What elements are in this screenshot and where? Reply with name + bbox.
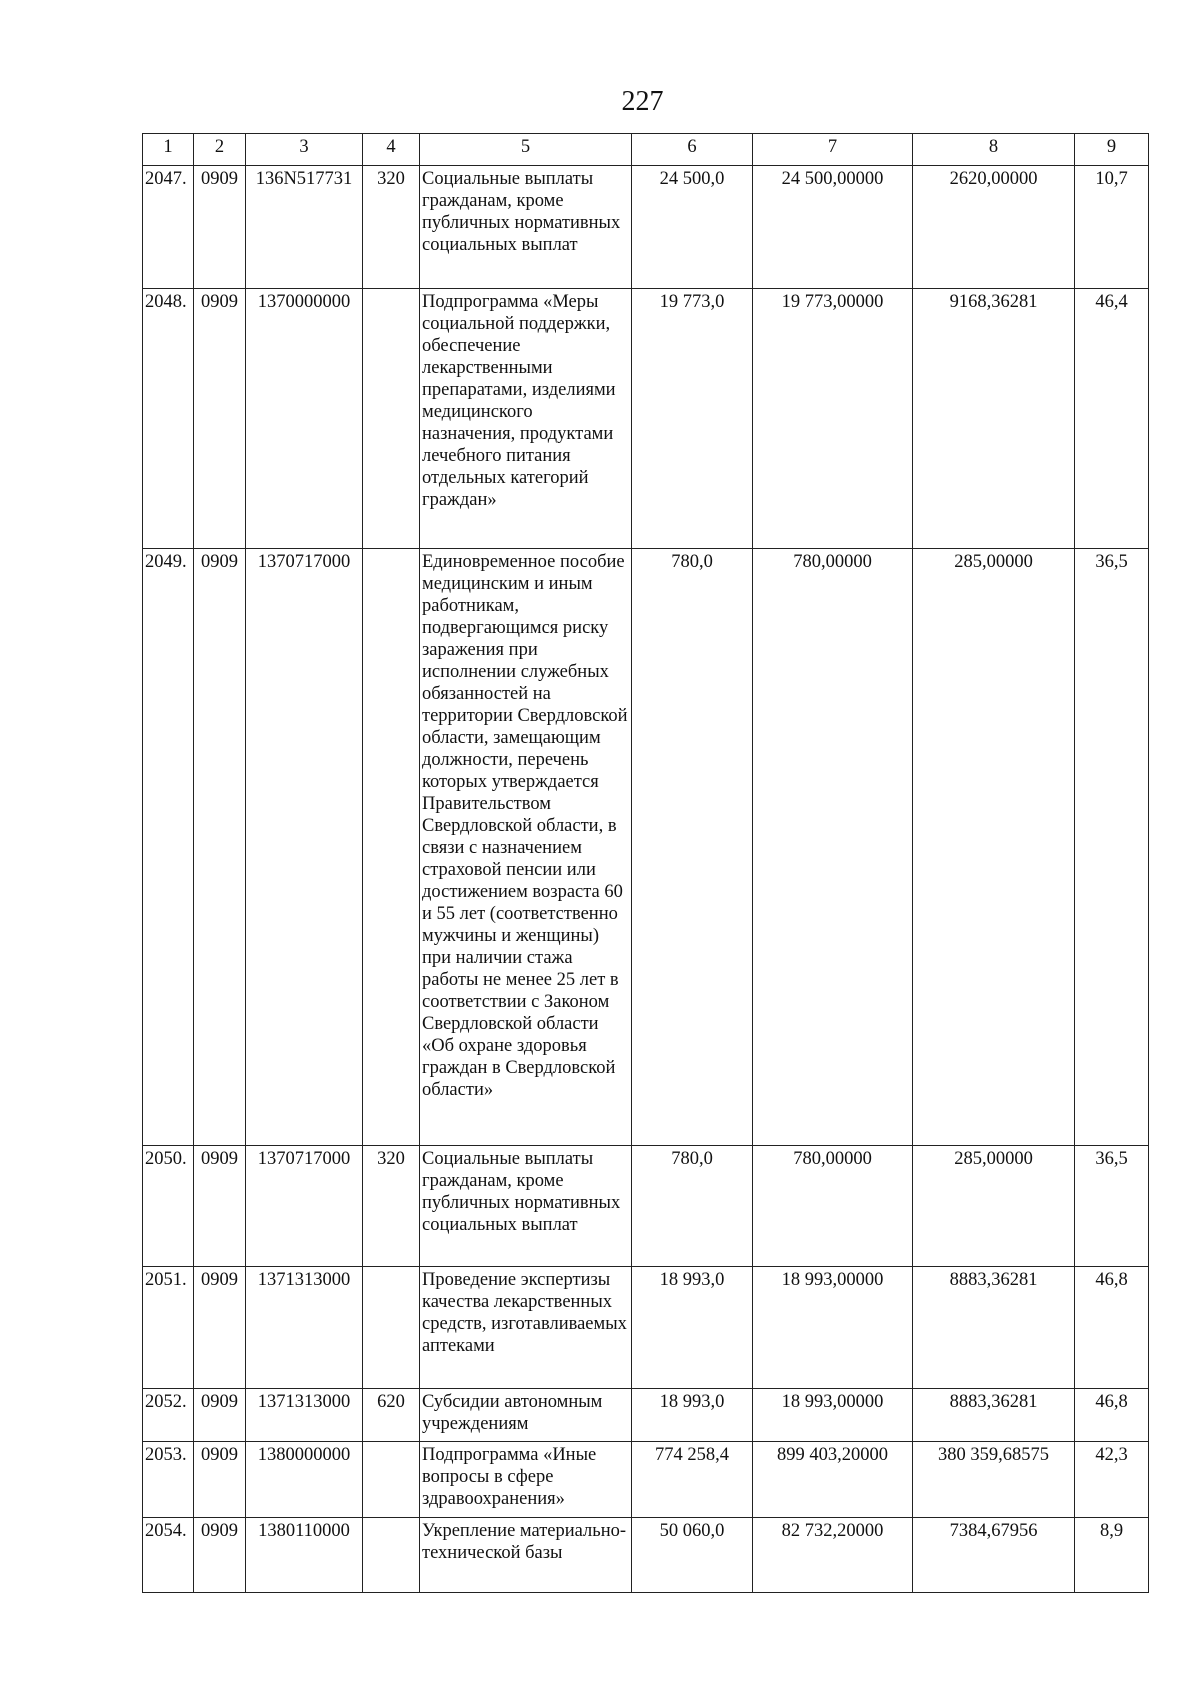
section-code: 0909 bbox=[194, 1442, 246, 1518]
section-code: 0909 bbox=[194, 289, 246, 549]
table-row bbox=[143, 549, 1149, 1146]
target-item-code: 1370717000 bbox=[246, 549, 363, 1146]
column-header: 1 bbox=[143, 134, 194, 166]
table-row bbox=[143, 1518, 1149, 1593]
item-name: Проведение экспертизы качества лекарственных средств, изготавливаемых аптеками bbox=[420, 1267, 632, 1389]
column-header: 4 bbox=[363, 134, 420, 166]
budget-table bbox=[142, 133, 1149, 1593]
target-item-code: 1370000000 bbox=[246, 289, 363, 549]
value-col8: 380 359,68575 bbox=[913, 1442, 1075, 1518]
value-col6: 780,0 bbox=[632, 549, 753, 1146]
page-number: 227 bbox=[621, 86, 664, 117]
expense-type-code bbox=[363, 549, 420, 1146]
value-col9: 46,8 bbox=[1075, 1267, 1149, 1389]
target-item-code: 1370717000 bbox=[246, 1146, 363, 1267]
section-code: 0909 bbox=[194, 1518, 246, 1593]
value-col7: 780,00000 bbox=[753, 1146, 913, 1267]
target-item-code: 1371313000 bbox=[246, 1389, 363, 1442]
value-col7: 780,00000 bbox=[753, 549, 913, 1146]
value-col7: 18 993,00000 bbox=[753, 1267, 913, 1389]
value-col7: 899 403,20000 bbox=[753, 1442, 913, 1518]
value-col8: 8883,36281 bbox=[913, 1267, 1075, 1389]
section-code: 0909 bbox=[194, 1146, 246, 1267]
column-header: 7 bbox=[753, 134, 913, 166]
column-header: 8 bbox=[913, 134, 1075, 166]
row-number: 2051. bbox=[143, 1267, 194, 1389]
value-col8: 9168,36281 bbox=[913, 289, 1075, 549]
section-code: 0909 bbox=[194, 1389, 246, 1442]
table-row bbox=[143, 1267, 1149, 1389]
column-header: 5 bbox=[420, 134, 632, 166]
table-row bbox=[143, 166, 1149, 289]
value-col6: 19 773,0 bbox=[632, 289, 753, 549]
expense-type-code: 320 bbox=[363, 1146, 420, 1267]
expense-type-code bbox=[363, 1267, 420, 1389]
value-col9: 46,4 bbox=[1075, 289, 1149, 549]
column-header: 2 bbox=[194, 134, 246, 166]
table-row bbox=[143, 1389, 1149, 1442]
row-number: 2047. bbox=[143, 166, 194, 289]
item-name: Укрепление материально-технической базы bbox=[420, 1518, 632, 1593]
value-col9: 36,5 bbox=[1075, 549, 1149, 1146]
value-col8: 2620,00000 bbox=[913, 166, 1075, 289]
value-col6: 18 993,0 bbox=[632, 1267, 753, 1389]
row-number: 2053. bbox=[143, 1442, 194, 1518]
value-col6: 780,0 bbox=[632, 1146, 753, 1267]
target-item-code: 136N517731 bbox=[246, 166, 363, 289]
value-col8: 285,00000 bbox=[913, 549, 1075, 1146]
row-number: 2049. bbox=[143, 549, 194, 1146]
table-row bbox=[143, 1442, 1149, 1518]
item-name: Единовременное пособие медицинским и иным работникам, подвергающимся риску заражения при исполнении служебных обязанностей на территории Свердловской области, замещающим должности, перечень которых утверждается Правительством Свердловской области, в связи с назначением страховой пенсии или достижением возраста 60 и 55 лет (соответственно мужчины и женщины) при наличии стажа работы не менее 25 лет в соответствии с Законом Свердловской области «Об охране здоровья граждан в Свердловской области» bbox=[420, 549, 632, 1146]
item-name: Субсидии автономным учреждениям bbox=[420, 1389, 632, 1442]
item-name: Подпрограмма «Меры социальной поддержки, обеспечение лекарственными препаратами, изделиями медицинского назначения, продуктами лечебного питания отдельных категорий граждан» bbox=[420, 289, 632, 549]
value-col6: 24 500,0 bbox=[632, 166, 753, 289]
row-number: 2052. bbox=[143, 1389, 194, 1442]
expense-type-code: 320 bbox=[363, 166, 420, 289]
value-col7: 24 500,00000 bbox=[753, 166, 913, 289]
expense-type-code: 620 bbox=[363, 1389, 420, 1442]
target-item-code: 1380110000 bbox=[246, 1518, 363, 1593]
row-number: 2050. bbox=[143, 1146, 194, 1267]
value-col8: 285,00000 bbox=[913, 1146, 1075, 1267]
value-col6: 774 258,4 bbox=[632, 1442, 753, 1518]
section-code: 0909 bbox=[194, 549, 246, 1146]
table-row bbox=[143, 1146, 1149, 1267]
target-item-code: 1380000000 bbox=[246, 1442, 363, 1518]
item-name: Социальные выплаты гражданам, кроме публичных нормативных социальных выплат bbox=[420, 166, 632, 289]
value-col6: 50 060,0 bbox=[632, 1518, 753, 1593]
value-col9: 42,3 bbox=[1075, 1442, 1149, 1518]
value-col9: 36,5 bbox=[1075, 1146, 1149, 1267]
value-col7: 19 773,00000 bbox=[753, 289, 913, 549]
header-row bbox=[143, 134, 1149, 166]
value-col6: 18 993,0 bbox=[632, 1389, 753, 1442]
item-name: Социальные выплаты гражданам, кроме публичных нормативных социальных выплат bbox=[420, 1146, 632, 1267]
value-col7: 18 993,00000 bbox=[753, 1389, 913, 1442]
value-col8: 8883,36281 bbox=[913, 1389, 1075, 1442]
item-name: Подпрограмма «Иные вопросы в сфере здравоохранения» bbox=[420, 1442, 632, 1518]
target-item-code: 1371313000 bbox=[246, 1267, 363, 1389]
row-number: 2048. bbox=[143, 289, 194, 549]
value-col9: 46,8 bbox=[1075, 1389, 1149, 1442]
expense-type-code bbox=[363, 289, 420, 549]
section-code: 0909 bbox=[194, 166, 246, 289]
value-col9: 8,9 bbox=[1075, 1518, 1149, 1593]
row-number: 2054. bbox=[143, 1518, 194, 1593]
table-row bbox=[143, 289, 1149, 549]
expense-type-code bbox=[363, 1442, 420, 1518]
column-header: 9 bbox=[1075, 134, 1149, 166]
value-col7: 82 732,20000 bbox=[753, 1518, 913, 1593]
column-header: 3 bbox=[246, 134, 363, 166]
section-code: 0909 bbox=[194, 1267, 246, 1389]
column-header: 6 bbox=[632, 134, 753, 166]
value-col9: 10,7 bbox=[1075, 166, 1149, 289]
expense-type-code bbox=[363, 1518, 420, 1593]
value-col8: 7384,67956 bbox=[913, 1518, 1075, 1593]
